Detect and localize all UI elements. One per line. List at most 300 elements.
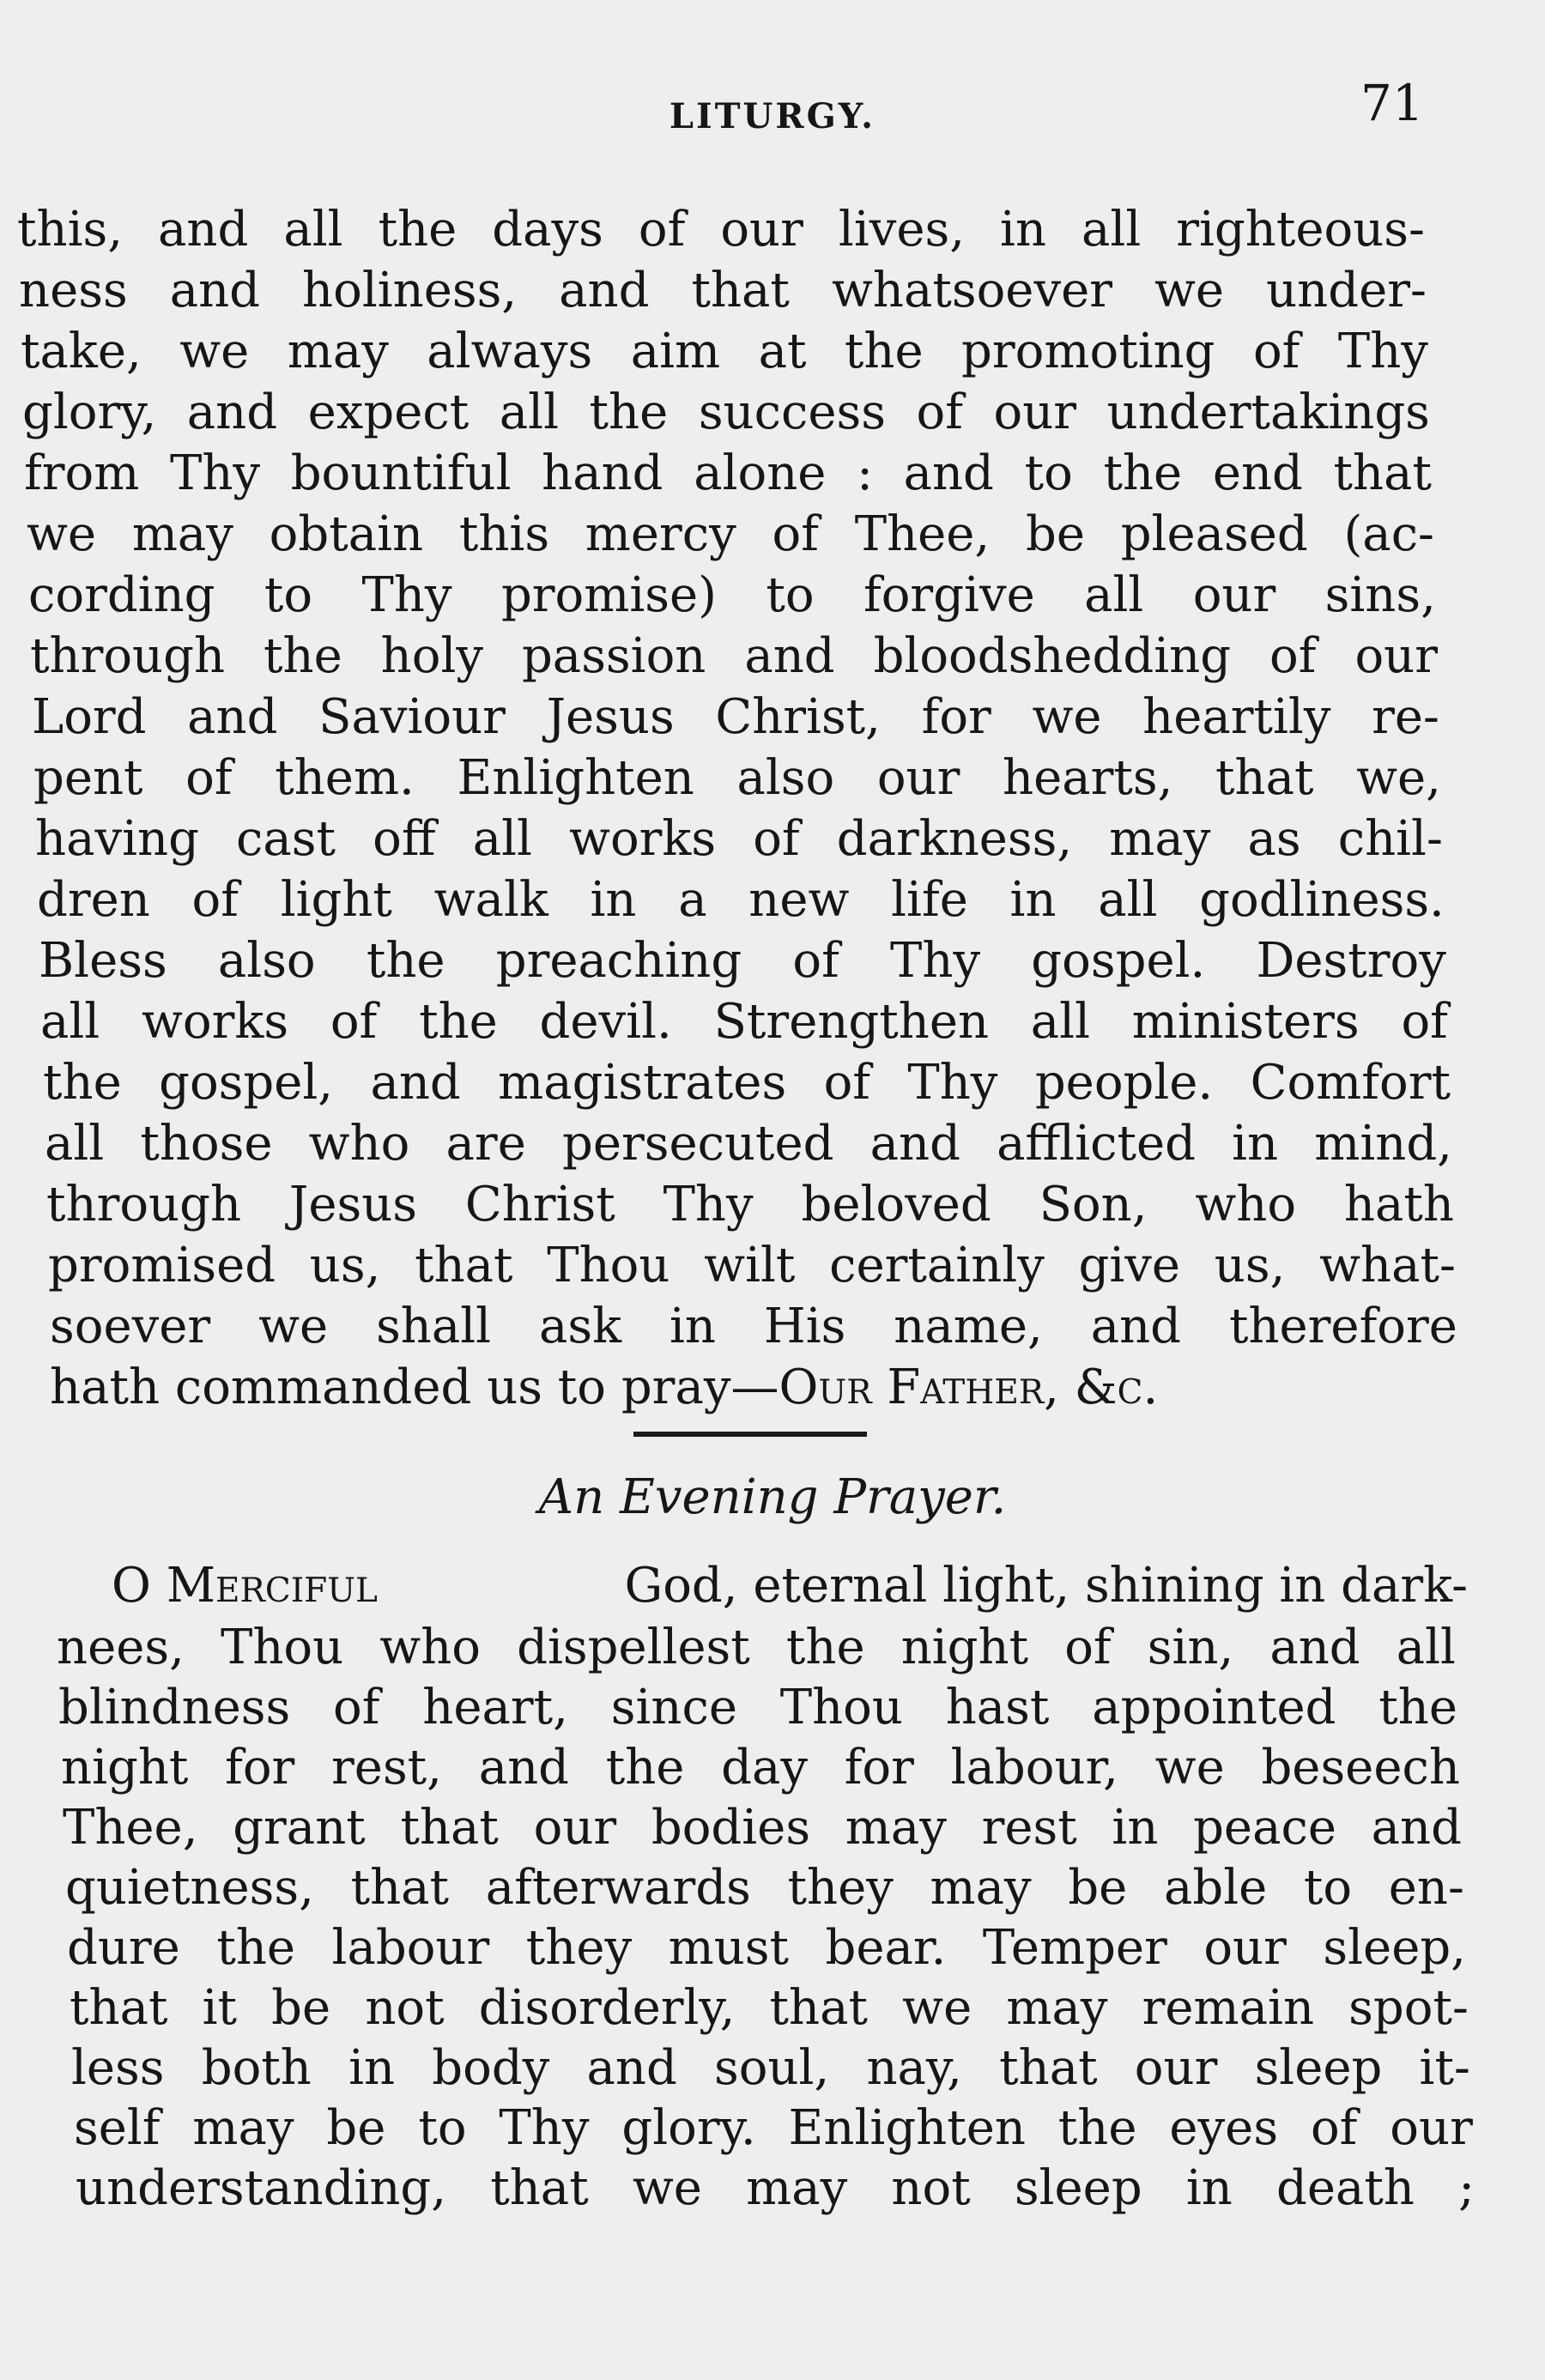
- word: may: [131, 506, 233, 562]
- closing-reference: Our Father, &c.: [779, 1360, 1159, 1415]
- word: may: [930, 1860, 1032, 1916]
- word: to: [418, 2100, 467, 2156]
- word: having: [35, 811, 199, 867]
- word: of: [1064, 1620, 1112, 1675]
- word: and: [744, 628, 835, 684]
- word: of: [1310, 2100, 1358, 2156]
- word: and: [1090, 1299, 1182, 1354]
- word: Thou: [547, 1238, 670, 1293]
- word: wilt: [704, 1238, 796, 1293]
- word: for: [844, 1740, 914, 1796]
- word: mercy: [585, 506, 736, 562]
- word: in: [590, 872, 637, 928]
- word: Thy: [361, 567, 452, 623]
- word: en-: [1388, 1860, 1464, 1916]
- word: who: [308, 1116, 410, 1172]
- word: Jesus: [546, 689, 675, 745]
- word: in: [1009, 872, 1057, 928]
- word: alone: [694, 445, 827, 501]
- line-text: hath commanded us to pray—: [50, 1360, 779, 1415]
- word: what-: [1319, 1238, 1456, 1293]
- word: heartily: [1142, 689, 1331, 745]
- word: we: [258, 1299, 329, 1354]
- word: us,: [309, 1238, 381, 1293]
- word: able: [1163, 1860, 1268, 1916]
- word: also: [736, 750, 835, 806]
- word: we: [1154, 263, 1225, 318]
- word: the: [366, 933, 445, 989]
- text-line: [19, 260, 1427, 322]
- word: self: [74, 2100, 161, 2156]
- word: passion: [521, 628, 706, 684]
- word: be: [1068, 1860, 1128, 1916]
- word: mind,: [1314, 1116, 1452, 1172]
- word: Christ,: [715, 689, 881, 745]
- word: cording: [28, 567, 215, 623]
- word: may: [845, 1800, 947, 1856]
- word: death: [1276, 2160, 1415, 2216]
- word: we: [902, 1980, 972, 2036]
- word: afflicted: [997, 1116, 1196, 1172]
- word: nees,: [57, 1620, 185, 1675]
- word: the: [216, 1920, 296, 1976]
- word: for: [921, 689, 991, 745]
- word: and: [186, 385, 278, 440]
- word: give: [1078, 1238, 1181, 1293]
- word: all: [283, 202, 343, 257]
- word: and: [903, 445, 994, 501]
- word: the: [785, 1620, 865, 1675]
- word: heart,: [422, 1680, 568, 1735]
- word: are: [445, 1116, 526, 1172]
- word: that: [350, 1860, 450, 1916]
- word: may: [287, 324, 389, 379]
- word: dren: [37, 872, 150, 928]
- word: and: [1269, 1620, 1360, 1675]
- text-line: [17, 199, 1425, 261]
- text-line: [21, 321, 1428, 383]
- word: it-: [1419, 2040, 1470, 2096]
- word: spot-: [1348, 1980, 1469, 2036]
- word: promise): [500, 567, 718, 623]
- word: in: [1000, 202, 1047, 257]
- word: beseech: [1261, 1740, 1460, 1796]
- word: His: [763, 1299, 846, 1354]
- word: the: [605, 1740, 685, 1796]
- word: preaching: [495, 933, 742, 989]
- text-line: [70, 1977, 1469, 2039]
- word: understanding,: [76, 2160, 447, 2216]
- word: :: [857, 445, 873, 501]
- word: eyes: [1169, 2100, 1279, 2156]
- text-line: [46, 1174, 1454, 1236]
- word: body: [432, 2040, 550, 2096]
- word: light: [280, 872, 392, 928]
- word: of: [1401, 994, 1448, 1050]
- word: that: [400, 1800, 499, 1856]
- word: our: [876, 750, 960, 806]
- text-line: [76, 2158, 1475, 2220]
- word: Strengthen: [713, 994, 990, 1050]
- word: be: [326, 2100, 386, 2156]
- word: gospel.: [1031, 933, 1206, 989]
- word: labour,: [950, 1740, 1118, 1796]
- word: magistrates: [498, 1055, 787, 1111]
- word: Saviour: [318, 689, 506, 745]
- word: who: [1195, 1177, 1297, 1232]
- text-line: [67, 1917, 1466, 1979]
- word: of: [1252, 324, 1300, 379]
- word: and: [586, 2040, 677, 2096]
- word: whatsoever: [831, 263, 1112, 318]
- word: hearts,: [1003, 750, 1173, 806]
- word: end: [1212, 445, 1303, 501]
- text-line: [50, 1357, 1457, 1419]
- word: to: [264, 567, 313, 623]
- word: and: [1371, 1800, 1462, 1856]
- word: therefore: [1228, 1299, 1457, 1354]
- word: through: [46, 1177, 242, 1232]
- word: them.: [275, 750, 415, 806]
- line-text: God, eternal light, shining in dark-: [624, 1558, 1468, 1614]
- word: persecuted: [561, 1116, 834, 1172]
- word: name,: [894, 1299, 1043, 1354]
- word: who: [379, 1620, 481, 1675]
- word: nay,: [866, 2040, 962, 2096]
- word: the: [1103, 445, 1183, 501]
- word: glory,: [22, 385, 157, 440]
- word: Lord: [32, 689, 147, 745]
- word: night: [900, 1620, 1029, 1675]
- word: both: [201, 2040, 312, 2096]
- word: may: [1109, 811, 1211, 867]
- word: all: [1084, 567, 1144, 623]
- word: all: [1396, 1620, 1456, 1675]
- word: of: [1269, 628, 1317, 684]
- word: works: [569, 811, 717, 867]
- word: shall: [376, 1299, 492, 1354]
- word: appointed: [1092, 1680, 1336, 1735]
- word: take,: [21, 324, 142, 379]
- text-line: [65, 1857, 1464, 1919]
- word: sleep: [1254, 2040, 1383, 2096]
- word: those: [140, 1116, 273, 1172]
- word: of: [333, 1680, 380, 1735]
- word: in: [1232, 1116, 1279, 1172]
- word: the: [378, 202, 457, 257]
- word: that: [70, 1980, 168, 2036]
- word: under-: [1266, 263, 1427, 318]
- word: the: [844, 324, 924, 379]
- word: Thy: [499, 2100, 590, 2156]
- word: obtain: [269, 506, 424, 562]
- word: this: [458, 506, 550, 562]
- text-line: [63, 1797, 1462, 1859]
- word: the: [1057, 2100, 1137, 2156]
- word: our: [1203, 1920, 1287, 1976]
- word: and: [169, 263, 261, 318]
- word: and: [370, 1055, 461, 1111]
- text-line: [45, 1113, 1452, 1175]
- word: holiness,: [302, 263, 518, 318]
- word: dispellest: [517, 1620, 750, 1675]
- word: Thy: [663, 1177, 754, 1232]
- word: of: [191, 872, 239, 928]
- word: pent: [33, 750, 143, 806]
- text-line: [39, 930, 1446, 992]
- word: and: [478, 1740, 569, 1796]
- word: walk: [433, 872, 548, 928]
- word: hath: [1343, 1177, 1454, 1232]
- word: re-: [1372, 689, 1439, 745]
- word: all: [1098, 872, 1158, 928]
- text-line: [50, 1296, 1457, 1358]
- word: a: [678, 872, 707, 928]
- word: in: [669, 1299, 716, 1354]
- word: at: [758, 324, 807, 379]
- text-line: [28, 565, 1436, 627]
- word: sin,: [1147, 1620, 1234, 1675]
- word: afterwards: [485, 1860, 751, 1916]
- word: all: [1030, 994, 1091, 1050]
- word: of: [916, 385, 963, 440]
- word: they: [525, 1920, 633, 1976]
- section-divider: [633, 1432, 867, 1437]
- word: of: [823, 1055, 871, 1111]
- word: Christ: [464, 1177, 615, 1232]
- word: darkness,: [836, 811, 1073, 867]
- word: to: [1303, 1860, 1353, 1916]
- word: the: [419, 994, 498, 1050]
- word: our: [1390, 2100, 1473, 2156]
- word: all: [472, 811, 532, 867]
- word: chil-: [1337, 811, 1443, 867]
- word: ministers: [1131, 994, 1360, 1050]
- word: may: [746, 2160, 848, 2216]
- word: since: [610, 1680, 737, 1735]
- word: they: [787, 1860, 894, 1916]
- word: certainly: [829, 1238, 1045, 1293]
- word: the: [43, 1055, 122, 1111]
- word: bloodshedding: [873, 628, 1232, 684]
- word: it: [202, 1980, 238, 2036]
- word: dure: [67, 1920, 180, 1976]
- word: success: [698, 385, 886, 440]
- word: holy: [380, 628, 483, 684]
- word: promised: [48, 1238, 276, 1293]
- word: promoting: [961, 324, 1215, 379]
- initial-words: O Merciful: [112, 1558, 378, 1614]
- text-line: [57, 1617, 1456, 1679]
- word: Thy: [1337, 324, 1428, 379]
- word: of: [753, 811, 800, 867]
- word: lives,: [838, 202, 966, 257]
- word: not: [891, 2160, 971, 2216]
- word: bear.: [825, 1920, 947, 1976]
- word: must: [668, 1920, 790, 1976]
- word: ;: [1458, 2160, 1475, 2216]
- word: day: [721, 1740, 808, 1796]
- word: through: [30, 628, 226, 684]
- word: peace: [1193, 1800, 1336, 1856]
- word: godliness.: [1199, 872, 1445, 928]
- word: bountiful: [290, 445, 512, 501]
- word: of: [792, 933, 839, 989]
- word: soever: [50, 1299, 211, 1354]
- word: devil.: [539, 994, 672, 1050]
- text-line: [74, 2098, 1473, 2159]
- word: all: [1082, 202, 1142, 257]
- word: we: [632, 2160, 702, 2216]
- word: the: [1378, 1680, 1457, 1735]
- word: we: [27, 506, 97, 562]
- word: we,: [1356, 750, 1441, 806]
- word: and: [869, 1116, 960, 1172]
- word: forgive: [863, 567, 1035, 623]
- word: sleep: [1014, 2160, 1142, 2216]
- word: Temper: [982, 1920, 1167, 1976]
- word: that: [769, 1980, 869, 2036]
- word: night: [61, 1740, 189, 1796]
- text-line: [40, 991, 1448, 1053]
- text-line: [61, 1737, 1460, 1799]
- word: rest,: [331, 1740, 442, 1796]
- word: less: [71, 2040, 165, 2096]
- word: our: [993, 385, 1077, 440]
- word: the: [589, 385, 669, 440]
- word: we: [1154, 1740, 1225, 1796]
- running-head: LITURGY.: [669, 96, 876, 136]
- word: the: [264, 628, 342, 684]
- word: in: [1112, 1800, 1159, 1856]
- word: that: [415, 1238, 513, 1293]
- word: may: [192, 2100, 294, 2156]
- word: hand: [542, 445, 663, 501]
- word: from: [24, 445, 140, 501]
- word: righteous-: [1176, 202, 1425, 257]
- word: may: [1006, 1980, 1108, 2036]
- word: and: [559, 263, 650, 318]
- word: gospel,: [159, 1055, 334, 1111]
- word: not: [365, 1980, 445, 2036]
- word: to: [1024, 445, 1073, 501]
- word: that: [691, 263, 790, 318]
- word: us,: [1214, 1238, 1286, 1293]
- word: and: [187, 689, 278, 745]
- word: Enlighten: [457, 750, 694, 806]
- word: and: [158, 202, 249, 257]
- word: our: [720, 202, 803, 257]
- word: all: [499, 385, 559, 440]
- word: in: [348, 2040, 396, 2096]
- word: pleased: [1120, 506, 1308, 562]
- word: Thee,: [63, 1800, 198, 1856]
- word: also: [217, 933, 316, 989]
- word: blindness: [58, 1680, 291, 1735]
- word: grant: [233, 1800, 366, 1856]
- word: expect: [307, 385, 470, 440]
- word: Thee,: [854, 506, 991, 562]
- word: of: [772, 506, 819, 562]
- word: Thy: [169, 445, 261, 501]
- word: new: [748, 872, 850, 928]
- word: beloved: [801, 1177, 991, 1232]
- word: remain: [1142, 1980, 1315, 2036]
- word: our: [533, 1800, 617, 1856]
- word: Thy: [890, 933, 981, 989]
- text-line: [35, 808, 1443, 870]
- word: as: [1247, 811, 1301, 867]
- word: days: [492, 202, 603, 257]
- text-line: [22, 382, 1430, 444]
- word: Comfort: [1250, 1055, 1451, 1111]
- word: aim: [630, 324, 721, 379]
- word: be: [271, 1980, 331, 2036]
- text-line: [37, 869, 1445, 931]
- word: hast: [945, 1680, 1050, 1735]
- word: we: [179, 324, 250, 379]
- word: (ac-: [1343, 506, 1434, 562]
- word: of: [330, 994, 378, 1050]
- text-line: [24, 443, 1432, 505]
- text-line: [33, 748, 1441, 809]
- word: sins,: [1324, 567, 1436, 623]
- word: Son,: [1039, 1177, 1148, 1232]
- text-line: [30, 626, 1438, 687]
- word: cast: [236, 811, 336, 867]
- word: quietness,: [65, 1860, 314, 1916]
- word: this,: [17, 202, 124, 257]
- word: Jesus: [288, 1177, 418, 1232]
- word: of: [185, 750, 233, 806]
- word: to: [766, 567, 815, 623]
- word: our: [1354, 628, 1438, 684]
- word: Thy: [907, 1055, 998, 1111]
- word: rest: [981, 1800, 1077, 1856]
- word: Bless: [39, 933, 167, 989]
- word: labour: [331, 1920, 490, 1976]
- word: always: [427, 324, 593, 379]
- word: life: [891, 872, 968, 928]
- word: soul,: [714, 2040, 830, 2096]
- word: sleep,: [1323, 1920, 1466, 1976]
- word: off: [373, 811, 436, 867]
- word: that: [1333, 445, 1432, 501]
- section-heading: An Evening Prayer.: [538, 1469, 1007, 1525]
- word: people.: [1034, 1055, 1214, 1111]
- word: ask: [539, 1299, 622, 1354]
- text-line: [58, 1677, 1457, 1739]
- word: Enlighten: [788, 2100, 1026, 2156]
- word: be: [1025, 506, 1085, 562]
- word: Thou: [220, 1620, 344, 1675]
- text-line: [43, 1052, 1451, 1114]
- word: our: [1134, 2040, 1218, 2096]
- text-line: [48, 1235, 1456, 1297]
- word: in: [1185, 2160, 1233, 2216]
- word: of: [638, 202, 686, 257]
- word: works: [141, 994, 289, 1050]
- word: Thou: [779, 1680, 903, 1735]
- word: bodies: [651, 1800, 811, 1856]
- word: for: [225, 1740, 295, 1796]
- word: disorderly,: [478, 1980, 736, 2036]
- word: undertakings: [1106, 385, 1430, 440]
- word: that: [1215, 750, 1314, 806]
- word: all: [40, 994, 100, 1050]
- text-line: [27, 504, 1434, 566]
- word: our: [1192, 567, 1276, 623]
